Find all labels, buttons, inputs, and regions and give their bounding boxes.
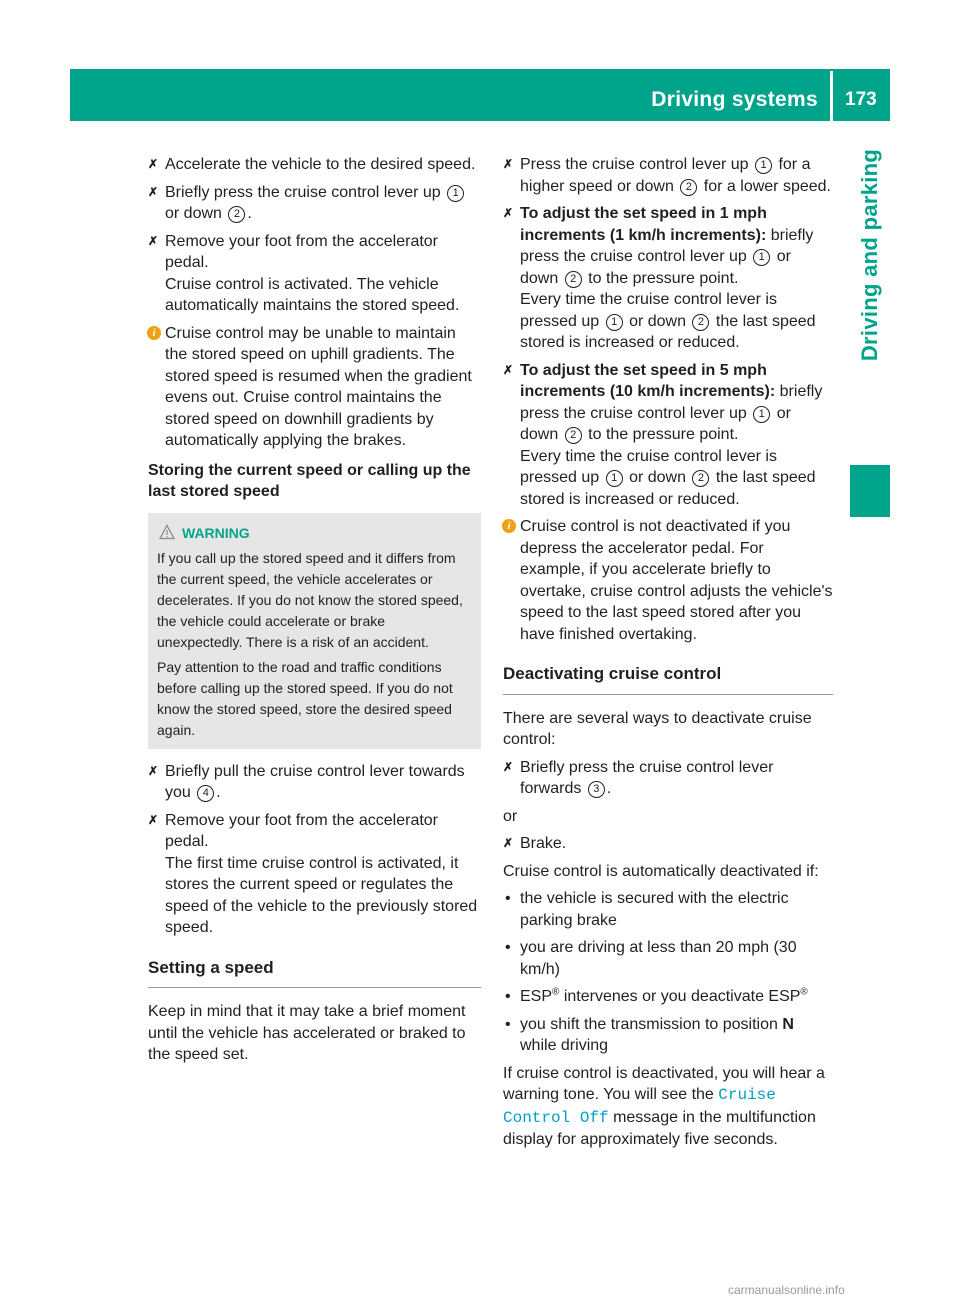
arrow-icon: ✗ <box>148 157 159 171</box>
side-tab-label: Driving and parking <box>857 148 882 362</box>
instruction-step: ✗ Brake. <box>503 833 833 855</box>
instruction-step: ✗ Accelerate the vehicle to the desired speed. <box>148 154 481 176</box>
footer-watermark: carmanualsonline.info <box>728 1283 845 1297</box>
callout-2: 2 <box>565 271 582 288</box>
arrow-icon: ✗ <box>503 836 514 850</box>
header-separator <box>830 71 833 121</box>
paragraph: There are several ways to deactivate cruise control: <box>503 709 812 748</box>
callout-2: 2 <box>565 427 582 444</box>
subheading: Storing the current speed or calling up the last stored speed <box>148 461 471 500</box>
paragraph: If cruise control is deactivated, you will hear a warning tone. You will see the Cruise Control Off message in the multifunction display for approximately five seconds. <box>503 1064 825 1148</box>
bullet-icon: • <box>505 939 511 956</box>
instruction-step: ✗ Remove your foot from the accelerator pedal. The first time cruise control is activated, it stores the current speed or regulates the speed of the vehicle to the previously stored speed. <box>148 811 478 936</box>
bullet-icon: • <box>505 1015 511 1033</box>
section-title: Driving systems <box>651 88 818 111</box>
right-column <box>503 154 833 1157</box>
info-note: i Cruise control is not deactivated if you depress the accelerator pedal. For example, if you accelerate briefly to overtake, cruise control adjusts the vehicle's speed to the last speed stored after you have finished overtaking. <box>503 516 833 645</box>
instruction-step: ✗ Remove your foot from the accelerator pedal. Cruise control is activated. The vehicle automatically maintains the stored speed. <box>148 232 460 314</box>
info-note: i Cruise control may be unable to maintain the stored speed on uphill gradients. The stored speed is resumed when the gradient evens out. Cruise control maintains the stored speed on downhill gradients by automatically applying the brakes. <box>148 323 481 452</box>
callout-1: 1 <box>606 314 623 331</box>
callout-1: 1 <box>447 185 464 202</box>
bullet-item: • the vehicle is secured with the electric parking brake <box>505 890 789 929</box>
arrow-icon: ✗ <box>148 812 159 827</box>
bullet-item: • you are driving at less than 20 mph (30 km/h) <box>505 939 797 978</box>
paragraph: Keep in mind that it may take a brief moment until the vehicle has accelerated or braked to the speed set. <box>148 1003 466 1063</box>
warning-title: WARNING <box>182 523 472 544</box>
callout-1: 1 <box>753 249 770 266</box>
bullet-item: • you shift the transmission to position N while driving <box>505 1015 794 1054</box>
warning-text: Pay attention to the road and traffic conditions before calling up the stored speed. If you do not know the stored speed, store the desired speed again. <box>157 658 453 738</box>
callout-1: 1 <box>606 470 623 487</box>
arrow-icon: ✗ <box>503 157 514 171</box>
callout-1: 1 <box>753 406 770 423</box>
callout-2: 2 <box>228 206 245 223</box>
bullet-icon: • <box>505 890 511 907</box>
callout-2: 2 <box>680 179 697 196</box>
warning-triangle-icon <box>159 524 175 540</box>
bullet-icon: • <box>505 988 511 1005</box>
callout-1: 1 <box>755 157 772 174</box>
callout-2: 2 <box>692 314 709 331</box>
instruction-step: ✗ Briefly press the cruise control lever forwards 3 . <box>503 758 774 797</box>
arrow-icon: ✗ <box>148 184 159 199</box>
callout-3: 3 <box>588 781 605 798</box>
callout-2: 2 <box>692 470 709 487</box>
bullet-item: • ESP® intervenes or you deactivate ESP® <box>503 986 833 1008</box>
instruction-step: ✗ Briefly press the cruise control lever up 1 or down 2 . <box>148 182 481 225</box>
instruction-step: ✗ To adjust the set speed in 1 mph increments (1 km/h increments): briefly press the cruise control lever up 1 or down 2 to the pressure point. Every time the cruise control lever is pressed up 1 or down 2 the last speed stored is increased or reduced. <box>503 205 816 351</box>
or-text: or <box>503 807 518 825</box>
instruction-step: ✗ To adjust the set speed in 5 mph increments (10 km/h increments): briefly press the cruise control lever up 1 or down 2 to the pressure point. Every time the cruise control lever is pressed up 1 or down 2 the last speed stored is increased or reduced. <box>503 361 823 508</box>
step-result: Cruise control is activated. The vehicle automatically maintains the stored speed. <box>165 275 460 314</box>
arrow-icon: ✗ <box>503 362 514 377</box>
section-heading: Setting a speed <box>148 957 481 989</box>
side-tab-marker <box>850 465 890 517</box>
info-icon: i <box>502 519 516 533</box>
instruction-step: ✗ Press the cruise control lever up 1 for a higher speed or down 2 for a lower speed. <box>503 156 831 195</box>
step-result: The first time cruise control is activated, it stores the current speed or regulates the speed of the vehicle to the previously stored speed. <box>165 854 478 936</box>
arrow-icon: ✗ <box>148 763 159 778</box>
arrow-icon: ✗ <box>503 759 514 774</box>
display-message: Cruise Control Off <box>503 1086 776 1127</box>
warning-text: If you call up the stored speed and it differs from the current speed, the vehicle accelerates or decelerates. If you do not know the stored speed, the vehicle could accelerate or brake unexpectedly. There is a risk of an accident. <box>157 549 463 650</box>
warning-box <box>148 513 481 749</box>
arrow-icon: ✗ <box>148 233 159 248</box>
paragraph: Cruise control is automatically deactivated if: <box>503 862 819 880</box>
left-column <box>148 154 481 1072</box>
instruction-step: ✗ Briefly pull the cruise control lever towards you 4 . <box>148 762 465 801</box>
info-icon: i <box>147 326 161 340</box>
callout-4: 4 <box>197 785 214 802</box>
section-heading: Deactivating cruise control <box>503 663 833 695</box>
page-number: 173 <box>845 89 877 110</box>
arrow-icon: ✗ <box>503 206 514 220</box>
